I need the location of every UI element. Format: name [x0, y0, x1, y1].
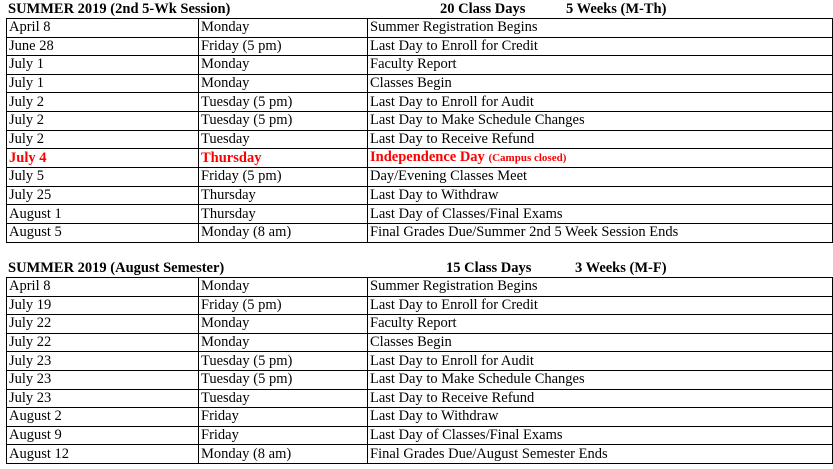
table-row [7, 186, 833, 205]
table-row [7, 333, 833, 352]
day-cell: Friday [199, 408, 368, 427]
day-cell: Thursday [199, 149, 368, 168]
day-cell: Friday (5 pm) [199, 37, 368, 56]
table-row [7, 389, 833, 408]
date-cell: June 28 [7, 37, 199, 56]
table-row [7, 408, 833, 427]
event-cell [368, 296, 833, 315]
table-row [7, 130, 833, 149]
session-header [0, 259, 833, 277]
event-cell [368, 278, 833, 297]
date-cell: July 23 [7, 389, 199, 408]
table-row [7, 445, 833, 464]
table-row [7, 223, 833, 242]
table-row [7, 205, 833, 224]
date-cell: July 22 [7, 333, 199, 352]
date-cell: July 2 [7, 130, 199, 149]
event-text: Independence Day [370, 149, 485, 166]
event-note: (Campus closed) [488, 152, 567, 165]
event-text: Last Day to Enroll for Audit [370, 93, 534, 110]
date-cell: July 2 [7, 93, 199, 112]
day-cell: Friday (5 pm) [199, 168, 368, 187]
table-row [7, 168, 833, 187]
date-cell: August 9 [7, 426, 199, 445]
table-row [7, 315, 833, 334]
day-cell: Monday [199, 278, 368, 297]
event-text: Classes Begin [370, 75, 452, 92]
table-row [7, 37, 833, 56]
date-cell: August 5 [7, 223, 199, 242]
event-cell [368, 408, 833, 427]
date-cell: August 2 [7, 408, 199, 427]
event-text: Last Day to Enroll for Audit [370, 352, 534, 369]
schedule-table [6, 277, 833, 464]
event-cell [368, 389, 833, 408]
event-cell [368, 333, 833, 352]
day-cell: Tuesday (5 pm) [199, 93, 368, 112]
day-cell: Thursday [199, 205, 368, 224]
date-cell: April 8 [7, 19, 199, 38]
day-cell: Tuesday (5 pm) [199, 370, 368, 389]
date-cell: July 1 [7, 74, 199, 93]
event-cell [368, 111, 833, 130]
weeks-label: 3 Weeks (M-F) [575, 260, 667, 276]
event-cell [368, 445, 833, 464]
day-cell: Monday (8 am) [199, 223, 368, 242]
event-cell [368, 352, 833, 371]
event-cell [368, 37, 833, 56]
event-cell [368, 370, 833, 389]
table-row [7, 149, 833, 168]
day-cell: Monday [199, 315, 368, 334]
event-text: Final Grades Due/August Semester Ends [370, 445, 608, 462]
session-title: SUMMER 2019 (August Semester) [8, 260, 225, 276]
event-cell [368, 205, 833, 224]
date-cell: August 1 [7, 205, 199, 224]
table-row [7, 296, 833, 315]
event-cell [368, 130, 833, 149]
event-text: Day/Evening Classes Meet [370, 168, 528, 185]
day-cell: Monday [199, 74, 368, 93]
event-cell [368, 56, 833, 75]
event-text: Summer Registration Begins [370, 278, 538, 295]
date-cell: April 8 [7, 278, 199, 297]
event-cell [368, 19, 833, 38]
table-row [7, 352, 833, 371]
event-text: Faculty Report [370, 56, 457, 73]
date-cell: July 2 [7, 111, 199, 130]
event-cell [368, 186, 833, 205]
day-cell: Tuesday [199, 389, 368, 408]
event-text: Last Day to Withdraw [370, 187, 499, 204]
day-cell: Tuesday [199, 130, 368, 149]
event-text: Faculty Report [370, 315, 457, 332]
event-cell [368, 315, 833, 334]
date-cell: July 1 [7, 56, 199, 75]
event-text: Last Day of Classes/Final Exams [370, 427, 563, 444]
session-title: SUMMER 2019 (2nd 5-Wk Session) [8, 1, 231, 17]
day-cell: Monday [199, 19, 368, 38]
day-cell: Tuesday (5 pm) [199, 111, 368, 130]
day-cell: Monday [199, 56, 368, 75]
table-row [7, 56, 833, 75]
date-cell: July 22 [7, 315, 199, 334]
event-text: Last Day to Enroll for Credit [370, 37, 538, 54]
date-cell: July 25 [7, 186, 199, 205]
event-cell [368, 426, 833, 445]
event-text: Summer Registration Begins [370, 19, 538, 36]
session-section-2 [0, 259, 833, 464]
event-text: Last Day to Receive Refund [370, 130, 535, 147]
event-text: Last Day to Receive Refund [370, 389, 535, 406]
date-cell: July 5 [7, 168, 199, 187]
schedule-table [6, 18, 833, 243]
table-row [7, 93, 833, 112]
day-cell: Monday [199, 333, 368, 352]
table-row [7, 426, 833, 445]
event-text: Classes Begin [370, 334, 452, 351]
event-cell [368, 223, 833, 242]
day-cell: Friday [199, 426, 368, 445]
weeks-label: 5 Weeks (M-Th) [566, 1, 667, 17]
table-row [7, 278, 833, 297]
date-cell: July 4 [7, 149, 199, 168]
event-cell [368, 74, 833, 93]
day-cell: Friday (5 pm) [199, 296, 368, 315]
table-row [7, 111, 833, 130]
event-cell [368, 168, 833, 187]
date-cell: July 19 [7, 296, 199, 315]
class-days: 15 Class Days [446, 260, 532, 276]
event-text: Final Grades Due/Summer 2nd 5 Week Session Ends [370, 224, 679, 241]
table-row [7, 74, 833, 93]
event-cell [368, 93, 833, 112]
date-cell: July 23 [7, 352, 199, 371]
event-text: Last Day to Make Schedule Changes [370, 371, 585, 388]
date-cell: July 23 [7, 370, 199, 389]
table-row [7, 370, 833, 389]
class-days: 20 Class Days [440, 1, 526, 17]
day-cell: Tuesday (5 pm) [199, 352, 368, 371]
date-cell: August 12 [7, 445, 199, 464]
event-text: Last Day of Classes/Final Exams [370, 205, 563, 222]
event-text: Last Day to Make Schedule Changes [370, 112, 585, 129]
event-text: Last Day to Enroll for Credit [370, 296, 538, 313]
day-cell: Thursday [199, 186, 368, 205]
day-cell: Monday (8 am) [199, 445, 368, 464]
event-cell [368, 149, 833, 168]
event-text: Last Day to Withdraw [370, 408, 499, 425]
session-header [0, 0, 833, 18]
table-row [7, 19, 833, 38]
